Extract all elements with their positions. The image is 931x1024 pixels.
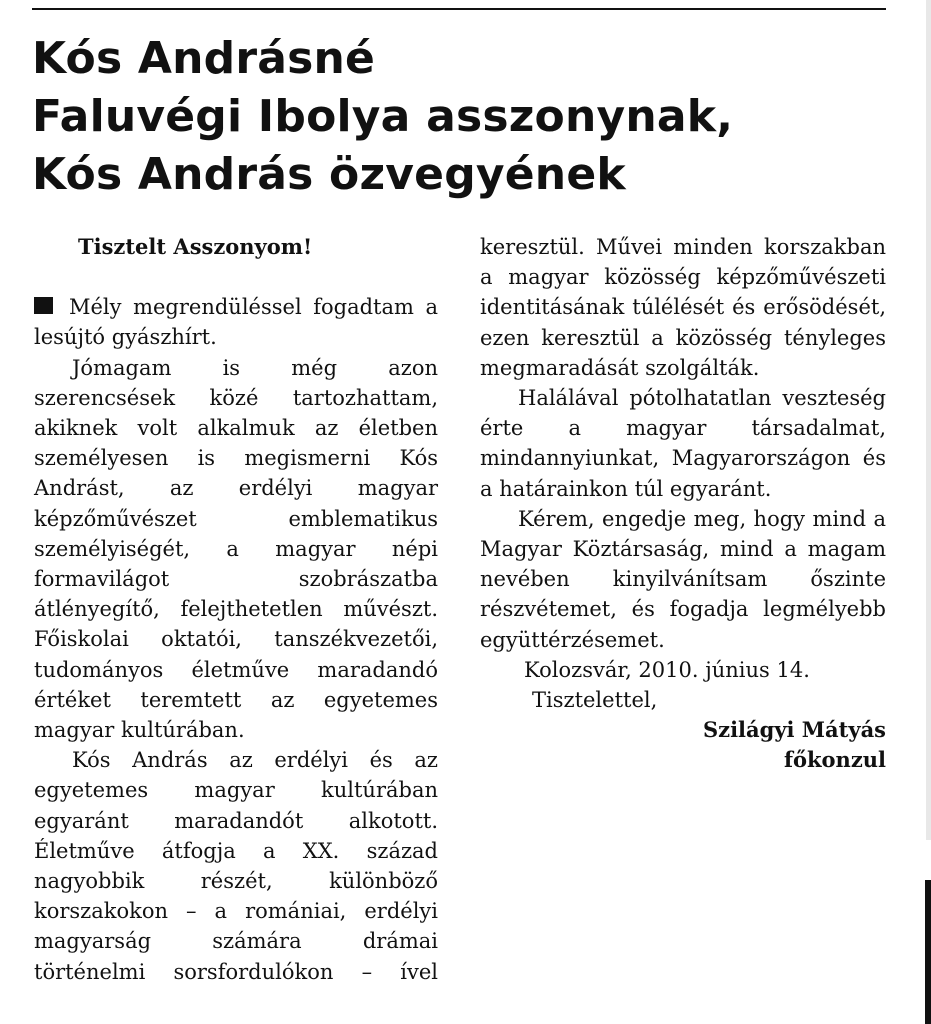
top-rule — [32, 8, 886, 10]
salutation: Tisztelt Asszonyom! — [78, 234, 313, 259]
signature-title: főkonzul — [783, 747, 886, 773]
paragraph-3-continued: keresztül. Művei minden korszakban a magyar közösség képzőművészeti identitásának túlélését és erősödését, ezen keresztül a közösség tényleges megmaradását szolgálták. — [480, 235, 886, 380]
paragraph-4: Halálával pótolhatatlan veszteség érte a magyar társadalmat, mindannyiunkat, Magyarországon és a határainkon túl egyaránt. — [480, 386, 886, 501]
headline-line-3: Kós András özvegyének — [32, 149, 626, 200]
headline-line-2: Faluvégi Ibolya asszonynak, — [32, 91, 734, 142]
place-date: Kolozsvár, 2010. június 14. — [524, 657, 810, 682]
signature-name: Szilágyi Mátyás — [702, 717, 886, 743]
paragraph-1-text: Mély megrendüléssel fogadtam a lesújtó gyászhírt. — [34, 295, 438, 350]
scan-edge-mark — [925, 880, 931, 1024]
letter-column-right — [480, 232, 886, 776]
paragraph-3: Kós András az erdélyi és az egyetemes magyar kultúrában egyaránt maradandót alkotott. Életműve átfogja a XX. század nagyobbik részét, különböző korszakokon – a romániai, erdélyi magyarság számára drámai történelmi sorsfordulókon – ível — [34, 748, 438, 984]
paragraph-2: Jómagam is még azon szerencsések közé tartozhattam, akiknek volt alkalmuk az életben személyesen is megismerni Kós Andrást, az erdélyi magyar képzőművészet emblematikus személyiségét, a magyar népi formavilágot szobrászatba átlényegítő, felejthetetlen művészt. Főiskolai oktatói, tanszékvezetői, tudományos életműve maradandó értéket teremtett az egyetemes magyar kultúrában. — [34, 355, 438, 743]
paragraph-5: Kérem, engedje meg, hogy mind a Magyar Köztársaság, mind a magam nevében kinyilvánítsam őszinte részvétemet, és fogadja legmélyebb együttérzésemet. — [480, 506, 886, 652]
letter-column-left — [34, 232, 438, 987]
paragraph-1 — [34, 292, 438, 352]
closing: Tisztelettel, — [532, 688, 658, 713]
square-bullet-icon — [34, 297, 53, 314]
scan-edge-shade — [926, 0, 931, 840]
headline — [32, 30, 912, 204]
headline-line-1: Kós Andrásné — [32, 33, 376, 84]
